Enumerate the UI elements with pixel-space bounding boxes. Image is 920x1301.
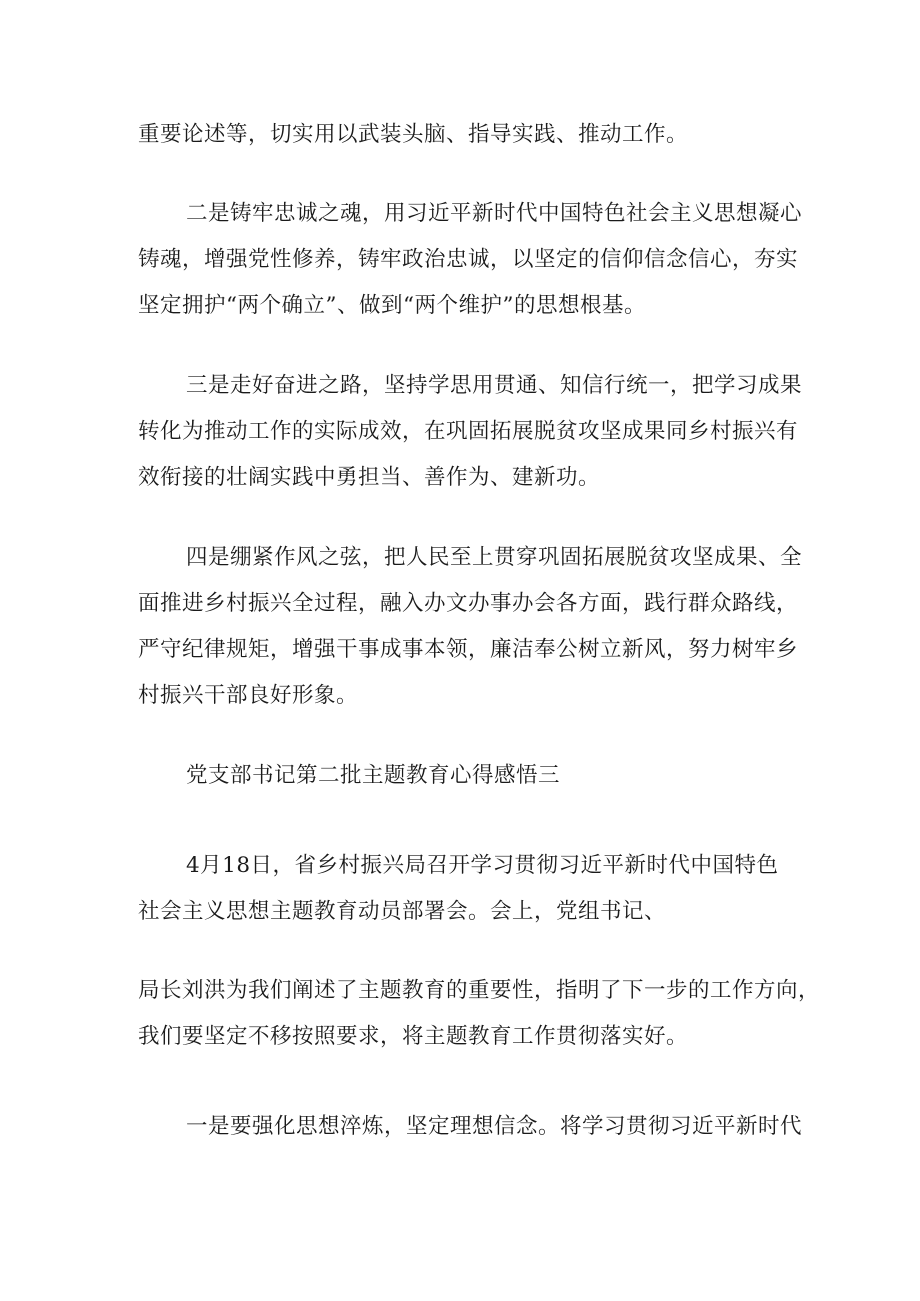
text-line-5: 三是走好奋进之路，坚持学思用贯通、知信行统一，把学习成果 [186, 373, 803, 398]
text-line-11: 村振兴干部良好形象。 [138, 683, 359, 708]
text-line-12: 4月18日，省乡村振兴局召开学习贯彻习近平新时代中国特色 [186, 853, 779, 878]
section-heading: 党支部书记第二批主题教育心得感悟三 [186, 763, 561, 788]
text-line-2: 二是铸牢忠诚之魂，用习近平新时代中国特色社会主义思想凝心 [186, 201, 803, 226]
text-line-14: 局长刘洪为我们阐述了主题教育的重要性，指明了下一步的工作方向， [138, 978, 821, 1003]
text-line-1: 重要论述等，切实用以武装头脑、指导实践、推动工作。 [138, 122, 689, 147]
text-line-6: 转化为推动工作的实际成效，在巩固拓展脱贫攻坚成果同乡村振兴有 [138, 419, 799, 444]
text-line-16: 一是要强化思想淬炼，坚定理想信念。将学习贯彻习近平新时代 [186, 1114, 803, 1139]
text-line-7: 效衔接的壮阔实践中勇担当、善作为、建新功。 [138, 465, 601, 490]
text-line-15: 我们要坚定不移按照要求，将主题教育工作贯彻落实好。 [138, 1024, 689, 1049]
text-line-13: 社会主义思想主题教育动员部署会。会上，党组书记、 [138, 899, 667, 924]
text-line-9: 面推进乡村振兴全过程，融入办文办事办会各方面，践行群众路线， [138, 591, 799, 616]
text-line-3: 铸魂，增强党性修养，铸牢政治忠诚，以坚定的信仰信念信心，夯实 [138, 247, 799, 272]
text-line-8: 四是绷紧作风之弦，把人民至上贯穿巩固拓展脱贫攻坚成果、全 [186, 545, 803, 570]
text-line-4: 坚定拥护“两个确立”、做到“两个维护”的思想根基。 [138, 293, 646, 318]
text-line-10: 严守纪律规矩，增强干事成事本领，廉洁奉公树立新风，努力树牢乡 [138, 637, 799, 662]
